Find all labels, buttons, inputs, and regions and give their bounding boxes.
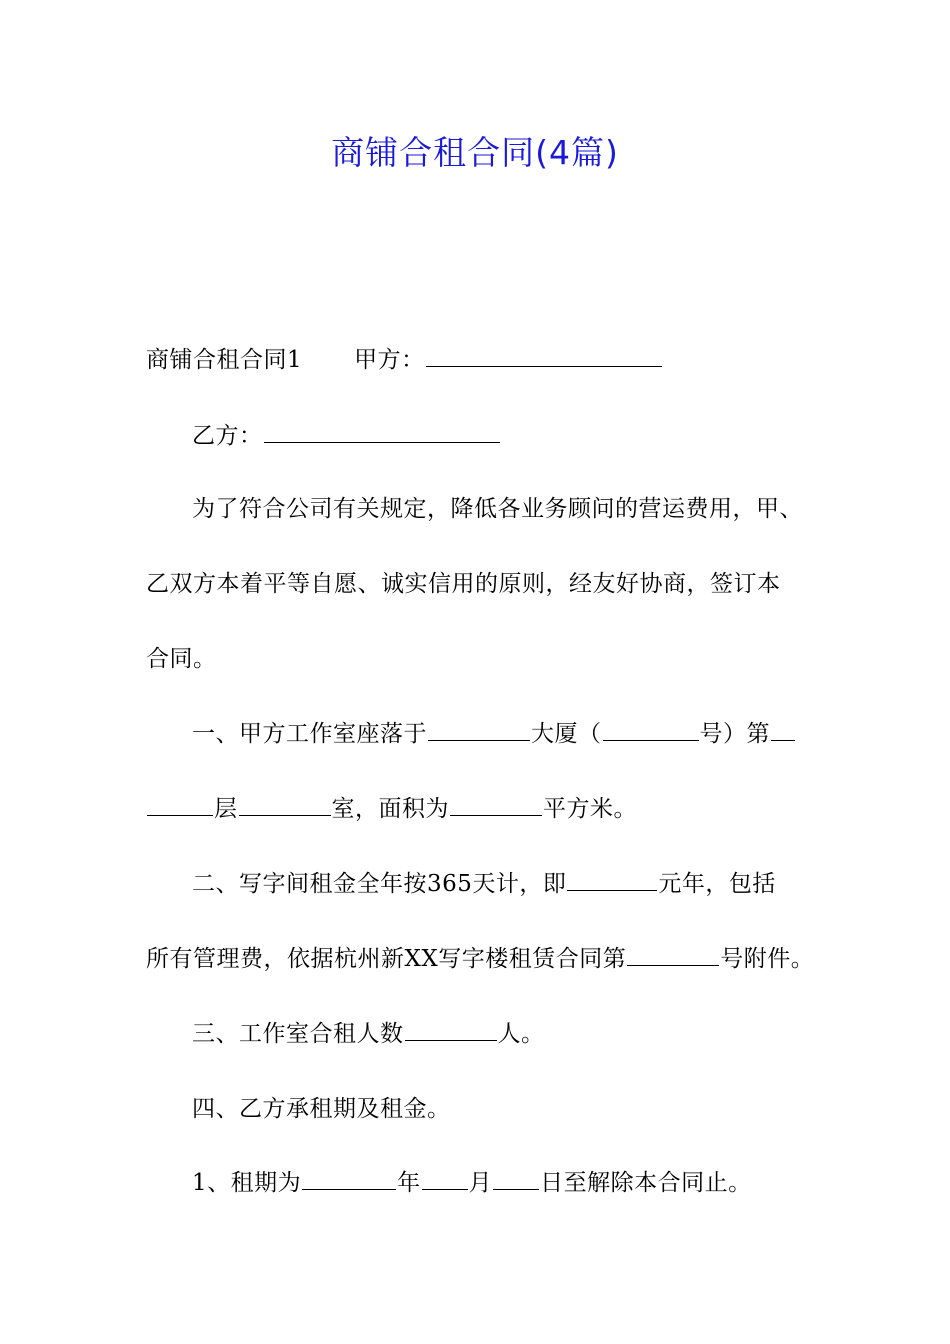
clause-3-line bbox=[192, 1018, 545, 1050]
clause-2-line-1 bbox=[192, 868, 776, 900]
clause-2-text-c: 所有管理费，依据杭州新XX写字楼租赁合同第 bbox=[146, 946, 627, 972]
clause-4-line: 四、乙方承租期及租金。 bbox=[192, 1096, 451, 1122]
clause-4-1-line bbox=[192, 1167, 752, 1199]
room-blank bbox=[239, 793, 331, 816]
lease-day-blank bbox=[493, 1167, 539, 1190]
clause-2-text-b: 元年，包括 bbox=[658, 871, 776, 897]
clause-1-line-1 bbox=[192, 718, 796, 750]
intro-paragraph-line-2: 乙双方本着平等自愿、诚实信用的原则，经友好协商，签订本 bbox=[146, 571, 781, 597]
clause-1-text-c: 号）第 bbox=[699, 721, 770, 747]
clause-3-text-b: 人。 bbox=[497, 1021, 545, 1047]
clause-1-text-b: 大厦（ bbox=[531, 721, 602, 747]
clause-1-text-e: 室，面积为 bbox=[331, 796, 449, 822]
clause-2-line-2 bbox=[146, 943, 814, 975]
document-title: 商铺合租合同(4篇) bbox=[331, 133, 619, 172]
clause-1-text-d: 层 bbox=[214, 796, 238, 822]
party-a-blank bbox=[426, 344, 662, 367]
intro-paragraph-line-1: 为了符合公司有关规定，降低各业务顾问的营运费用，甲、 bbox=[192, 496, 803, 522]
party-b-label: 乙方： bbox=[192, 423, 263, 449]
clause-4-1-text-a: 1、租期为 bbox=[192, 1170, 302, 1196]
clause-3-text-a: 三、工作室合租人数 bbox=[192, 1021, 404, 1047]
intro-paragraph-line-3: 合同。 bbox=[146, 646, 217, 672]
party-a-label: 甲方： bbox=[354, 347, 425, 373]
building-name-blank bbox=[428, 718, 530, 741]
tenant-count-blank bbox=[405, 1018, 497, 1041]
clause-1-text-f: 平方米。 bbox=[543, 796, 637, 822]
floor-blank-end bbox=[147, 793, 213, 816]
floor-blank-start bbox=[771, 718, 795, 741]
clause-1-text-a: 一、甲方工作室座落于 bbox=[192, 721, 427, 747]
area-blank bbox=[450, 793, 542, 816]
lease-year-blank bbox=[302, 1167, 396, 1190]
appendix-number-blank bbox=[627, 943, 719, 966]
party-b-blank bbox=[264, 420, 500, 443]
clause-2-text-a: 二、写字间租金全年按365天计，即 bbox=[192, 871, 567, 897]
clause-4-1-text-d: 日至解除本合同止。 bbox=[540, 1170, 752, 1196]
building-number-blank bbox=[603, 718, 699, 741]
clause-4-1-text-b: 年 bbox=[397, 1170, 421, 1196]
clause-1-line-2 bbox=[146, 793, 637, 825]
clause-4-1-text-c: 月 bbox=[468, 1170, 493, 1196]
contract-heading-line bbox=[146, 344, 663, 376]
party-b-line bbox=[192, 420, 501, 452]
contract-number-heading: 商铺合租合同1 bbox=[146, 347, 303, 373]
rent-amount-blank bbox=[567, 868, 657, 891]
clause-2-text-d: 号附件。 bbox=[720, 946, 815, 972]
lease-month-blank bbox=[422, 1167, 468, 1190]
